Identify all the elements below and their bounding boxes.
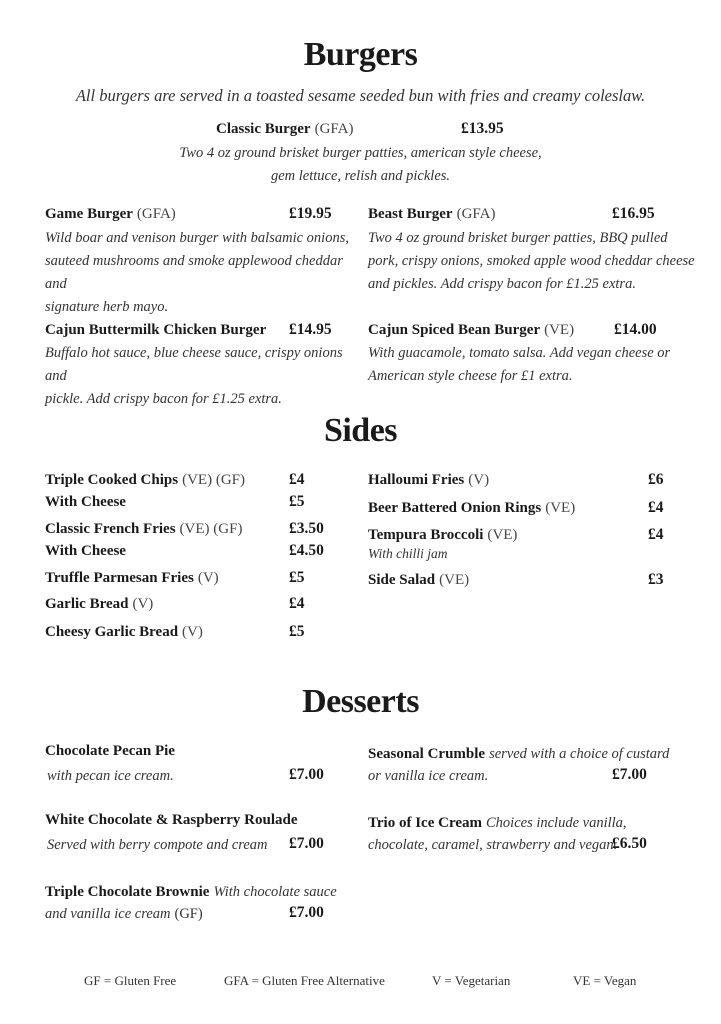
menu-item-trio-ice-cream: Trio of Ice Cream Choices include vanilla, xyxy=(368,815,627,831)
item-description: and vanilla ice cream (GF) xyxy=(45,906,203,922)
menu-item-cajun-bean-burger xyxy=(368,321,574,339)
side-item: Triple Cooked Chips (VE) (GF) xyxy=(45,472,245,488)
item-price: £14.00 xyxy=(614,321,657,338)
dessert-name: Chocolate Pecan Pie xyxy=(45,743,175,759)
dessert-name: White Chocolate & Raspberry Roulade xyxy=(45,812,298,828)
item-description: or vanilla ice cream. xyxy=(368,768,489,784)
item-price: £13.95 xyxy=(461,120,504,137)
item-price: £16.95 xyxy=(612,205,655,222)
item-price: £6 xyxy=(648,471,664,488)
item-price: £4 xyxy=(289,595,305,612)
item-price: £3.50 xyxy=(289,520,324,537)
item-name: Cajun Buttermilk Chicken Burger xyxy=(45,322,267,338)
item-description: with pecan ice cream. xyxy=(47,768,174,784)
item-price: £14.95 xyxy=(289,321,332,338)
item-price: £5 xyxy=(289,623,305,640)
item-description: Two 4 oz ground brisket burger patties, american style cheese, gem lettuce, relish and pickles. xyxy=(179,145,542,184)
side-item: With Cheese xyxy=(45,494,126,510)
item-tag: (GFA) xyxy=(136,206,176,222)
item-price: £7.00 xyxy=(289,766,324,783)
menu-item-brownie: Triple Chocolate Brownie With chocolate sauce xyxy=(45,884,337,900)
item-description: Wild boar and venison burger with balsamic onions, sauteed mushrooms and smoke applewood cheddar and signature herb mayo. xyxy=(45,230,349,315)
item-price: £5 xyxy=(289,569,305,586)
side-item: Truffle Parmesan Fries (V) xyxy=(45,570,219,586)
menu-item-game-burger xyxy=(45,205,176,223)
item-price: £7.00 xyxy=(289,904,324,921)
item-price: £4 xyxy=(648,526,664,543)
item-description: Served with berry compote and cream xyxy=(47,837,268,853)
item-description: chocolate, caramel, strawberry and vegan. xyxy=(368,837,618,853)
side-item: Halloumi Fries (V) xyxy=(368,472,490,488)
legend-v: V = Vegetarian xyxy=(432,973,511,988)
side-item: Tempura Broccoli (VE) xyxy=(368,527,518,543)
item-price: £5 xyxy=(289,493,305,510)
item-price: £6.50 xyxy=(612,835,647,852)
side-item: Beer Battered Onion Rings (VE) xyxy=(368,500,576,516)
side-item: Cheesy Garlic Bread (V) xyxy=(45,624,203,640)
item-tag: (GFA) xyxy=(314,121,354,137)
menu-item-classic-burger xyxy=(216,120,353,138)
item-price: £7.00 xyxy=(289,835,324,852)
item-name: Game Burger xyxy=(45,206,133,222)
menu-item-cajun-chicken-burger xyxy=(45,321,266,339)
side-item: Garlic Bread (V) xyxy=(45,596,154,612)
side-item: With Cheese xyxy=(45,543,126,559)
item-tag: (VE) xyxy=(544,322,575,338)
item-description: With guacamole, tomato salsa. Add vegan cheese or American style cheese for £1 extra. xyxy=(368,345,671,384)
item-price: £7.00 xyxy=(612,766,647,783)
item-name: Beast Burger xyxy=(368,206,453,222)
legend-gfa: GFA = Gluten Free Alternative xyxy=(224,973,385,988)
burgers-intro: All burgers are served in a toasted sesame seeded bun with fries and creamy coleslaw. xyxy=(75,86,646,105)
item-price: £4 xyxy=(648,499,664,516)
menu-item-seasonal-crumble: Seasonal Crumble served with a choice of custard xyxy=(368,746,670,762)
item-name: Classic Burger xyxy=(216,121,311,137)
item-price: £4 xyxy=(289,471,305,488)
menu-item-beast-burger xyxy=(368,205,495,223)
item-note: With chilli jam xyxy=(368,546,448,561)
item-description: Two 4 oz ground brisket burger patties, BBQ pulled pork, crispy onions, smoked apple wood cheddar cheese and pickles. Add crispy bacon for £1.25 extra. xyxy=(368,230,695,292)
item-description: Buffalo hot sauce, blue cheese sauce, crispy onions and pickle. Add crispy bacon for £1.25 extra. xyxy=(45,345,343,407)
legend-ve: VE = Vegan xyxy=(573,973,637,988)
legend-gf: GF = Gluten Free xyxy=(84,973,177,988)
item-name: Cajun Spiced Bean Burger xyxy=(368,322,541,338)
desserts-heading: Desserts xyxy=(302,683,419,720)
item-price: £19.95 xyxy=(289,205,332,222)
item-tag: (GFA) xyxy=(456,206,496,222)
item-price: £3 xyxy=(648,571,664,588)
sides-heading: Sides xyxy=(323,412,398,449)
burgers-heading: Burgers xyxy=(303,36,418,73)
side-item: Classic French Fries (VE) (GF) xyxy=(45,521,243,537)
side-item: Side Salad (VE) xyxy=(368,572,470,588)
item-price: £4.50 xyxy=(289,542,324,559)
